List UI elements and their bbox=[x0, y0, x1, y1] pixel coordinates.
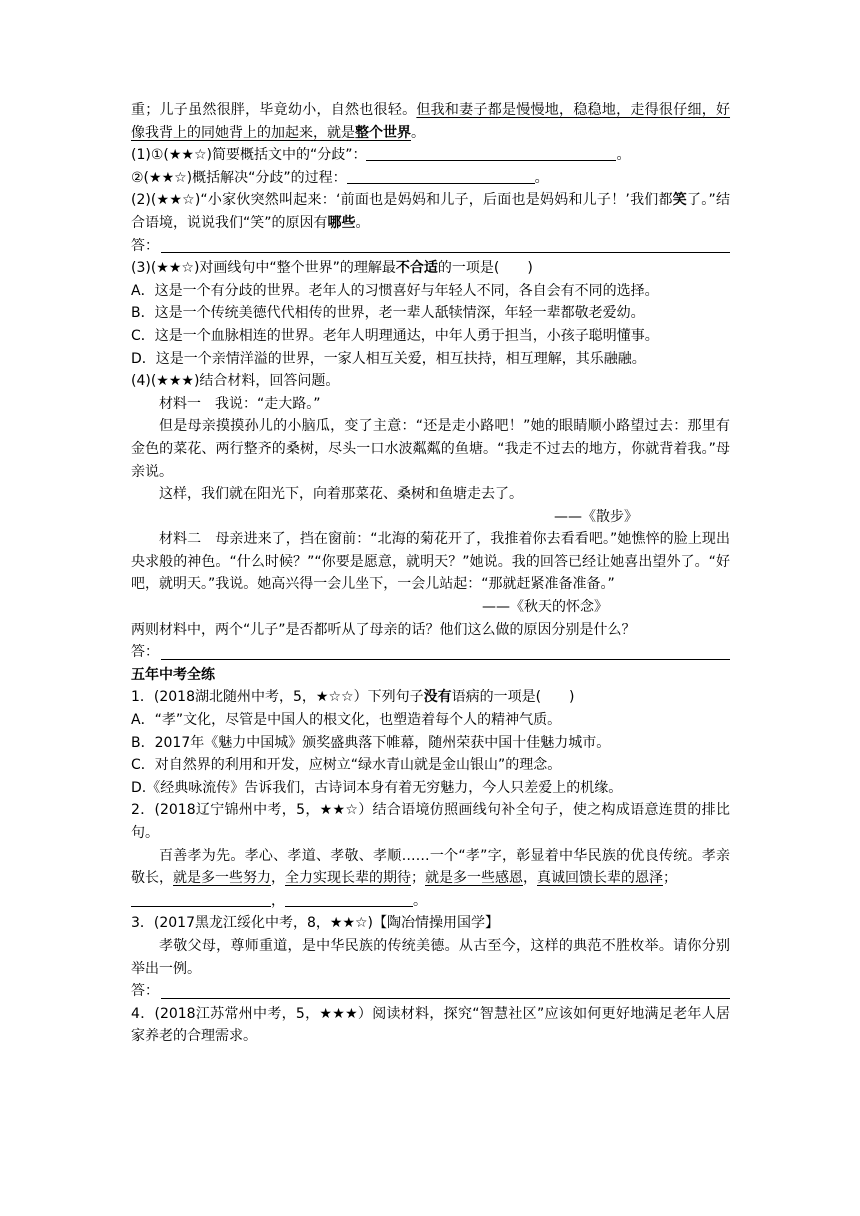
q1-a-text: (1)①(★★☆)简要概括文中的“分歧”： bbox=[131, 147, 367, 164]
q3-option-c[interactable]: C．这是一个血脉相连的世界。老年人明理通达，中年人勇于担当，小孩子聪明懂事。 bbox=[131, 327, 659, 344]
q4-answer-label: 答： bbox=[131, 644, 159, 661]
e2-blank-sep: ， bbox=[271, 892, 285, 909]
e3-answer-row bbox=[131, 980, 730, 1003]
q4-stem: (4)(★★★)结合材料，回答问题。 bbox=[131, 373, 340, 390]
q1-a-suffix: 。 bbox=[616, 147, 631, 164]
e2-underline-4: 真诚回馈长辈的恩泽 bbox=[537, 870, 663, 887]
q4-question: 两则材料中，两个“儿子”是否都听从了母亲的话？他们这么做的原因分别是什么？ bbox=[131, 621, 636, 638]
q3-stem-a: (3)(★★☆)对画线句中“整个世界”的理解最 bbox=[131, 260, 396, 277]
e4-stem: 4．(2018江苏常州中考，5，★★★）阅读材料，探究“智慧社区”应该如何更好地满足老年人居家养老的合理需求。 bbox=[131, 1005, 730, 1045]
e2-body bbox=[131, 845, 730, 890]
material2-body: 材料二 母亲进来了，挡在窗前：“北海的菊花开了，我推着你去看看吧。”她憔悴的脸上现出央求般的神色。“什么时候？”“你要是愿意，就明天？”她说。我的回答已经让她喜出望外了。“好吧，就明天。”我说。她高兴得一会儿坐下，一会儿站起：“那就赶紧准备准备。” bbox=[131, 531, 730, 593]
q1-b-text: ②(★★☆)概括解决“分歧”的过程： bbox=[131, 169, 347, 186]
q2-text-b: 了。”结合语境，说说我们“笑”的原因有 bbox=[131, 192, 731, 231]
material1-source: ——《散步》 bbox=[554, 508, 638, 525]
q1-b-answer-blank[interactable] bbox=[347, 169, 535, 184]
e1-stem-rest: ☆☆）下列句子 bbox=[328, 689, 424, 706]
q3-stem-bold: 不合适 bbox=[395, 260, 438, 277]
e2-sep-4: ； bbox=[663, 870, 677, 887]
q2-bold-which: 哪些 bbox=[327, 214, 356, 231]
section-title: 五年中考全练 bbox=[131, 666, 215, 683]
e2-blank-end: 。 bbox=[413, 892, 427, 909]
e1-star-filled: ★ bbox=[315, 689, 329, 706]
q2-text-c: 。 bbox=[355, 214, 370, 231]
q1-b-suffix: 。 bbox=[534, 169, 549, 186]
e2-sep-1: ， bbox=[271, 870, 285, 887]
q2-stem bbox=[131, 189, 730, 234]
q2-bold-laugh: 笑 bbox=[672, 192, 688, 209]
q3-option-b[interactable]: B．这是一个传统美德代代相传的世界，老一辈人舐犊情深，年轻一辈都敬老爱幼。 bbox=[131, 305, 645, 322]
e2-blank-row bbox=[131, 890, 730, 913]
e1-option-d[interactable]: D.《经典咏流传》告诉我们，古诗词本身有着无穷魅力，今人只差爱上的机缘。 bbox=[131, 779, 623, 796]
q1-part-b bbox=[131, 167, 730, 190]
q2-text-a: (2)(★★☆)“小家伙突然叫起来：‘前面也是妈妈和儿子，后面也是妈妈和儿子！’我们都 bbox=[131, 192, 673, 209]
e2-sep-3: ， bbox=[523, 870, 537, 887]
e3-body: 孝敬父母，尊师重道，是中华民族的传统美德。从古至今，这样的典范不胜枚举。请你分别举出一例。 bbox=[131, 937, 730, 977]
e3-answer-label: 答： bbox=[131, 983, 159, 1000]
e2-underline-3: 就是多一些感恩 bbox=[425, 870, 523, 887]
e2-stem: 2．(2018辽宁锦州中考，5，★★☆）结合语境仿照画线句补全句子，使之构成语意连贯的排比句。 bbox=[131, 802, 730, 841]
underlined-sentence: 但我和妻子都是慢慢地，稳稳地，走得很仔细，好像我背上的同她背上的加起来，就是 bbox=[131, 102, 731, 141]
e1-stem-b: 语病的一项是( ) bbox=[451, 689, 575, 706]
q3-option-a[interactable]: A．这是一个有分歧的世界。老年人的习惯喜好与年轻人不同，各自会有不同的选择。 bbox=[131, 282, 659, 299]
e2-answer-blank-1[interactable] bbox=[131, 892, 271, 907]
e3-answer-line[interactable] bbox=[161, 982, 730, 999]
q2-answer-label: 答： bbox=[131, 237, 159, 254]
e1-stem bbox=[131, 686, 730, 709]
e2-sep-2: ； bbox=[411, 870, 425, 887]
q1-a-answer-blank[interactable] bbox=[366, 146, 616, 161]
passage-plain: 重；儿子虽然很胖，毕竟幼小，自然也很轻。 bbox=[131, 102, 417, 118]
q3-stem bbox=[131, 257, 730, 280]
e1-option-c[interactable]: C．对自然界的利用和开发，应树立“绿水青山就是金山银山”的理念。 bbox=[131, 757, 562, 774]
e3-stem: 3．(2017黑龙江绥化中考，8，★★☆)【陶冶情操用国学】 bbox=[131, 915, 500, 932]
worksheet-content bbox=[131, 99, 730, 1048]
q2-answer-line[interactable] bbox=[161, 236, 730, 253]
e2-underline-1: 就是多一些努力 bbox=[173, 870, 271, 887]
passage-tail bbox=[131, 99, 730, 144]
material1-end: 这样，我们就在阳光下，向着那菜花、桑树和鱼塘走去了。 bbox=[159, 486, 523, 503]
e2-body-a: 百善孝为先。孝心、孝道、孝敬、孝顺……一个“孝”字，彰显着中华民族的优良传统。孝亲敬长， bbox=[131, 847, 730, 887]
material1-intro: 材料一 我说：“走大路。” bbox=[159, 395, 321, 412]
e1-option-a[interactable]: A．“孝”文化，尽管是中国人的根文化，也塑造着每个人的精神气质。 bbox=[131, 712, 562, 729]
e2-underline-2: 全力实现长辈的期待 bbox=[285, 870, 411, 887]
material2-source: ——《秋天的怀念》 bbox=[482, 599, 608, 616]
underlined-bold-phrase: 整个世界 bbox=[355, 124, 411, 141]
e1-option-b[interactable]: B．2017年《魅力中国城》颁奖盛典落下帷幕，随州荣获中国十佳魅力城市。 bbox=[131, 734, 611, 751]
passage-end: 。 bbox=[411, 124, 425, 141]
e1-stem-a: 1．(2018湖北随州中考，5， bbox=[131, 689, 316, 706]
q3-stem-b: 的一项是( ) bbox=[437, 260, 533, 277]
q1-part-a bbox=[131, 144, 730, 167]
q3-option-d[interactable]: D．这是一个亲情洋溢的世界，一家人相互关爱，相互扶持，相互理解，其乐融融。 bbox=[131, 350, 646, 367]
q2-answer-row bbox=[131, 235, 730, 258]
e2-answer-blank-2[interactable] bbox=[285, 892, 413, 907]
q4-answer-line[interactable] bbox=[161, 643, 730, 660]
e1-stem-bold: 没有 bbox=[423, 689, 452, 706]
q4-answer-row bbox=[131, 641, 730, 664]
material1-body: 但是母亲摸摸孙儿的小脑瓜，变了主意：“还是走小路吧！”她的眼睛顺小路望过去：那里有金色的菜花、两行整齐的桑树，尽头一口水波粼粼的鱼塘。“我走不过去的地方，你就背着我。”母亲说。 bbox=[131, 418, 730, 480]
